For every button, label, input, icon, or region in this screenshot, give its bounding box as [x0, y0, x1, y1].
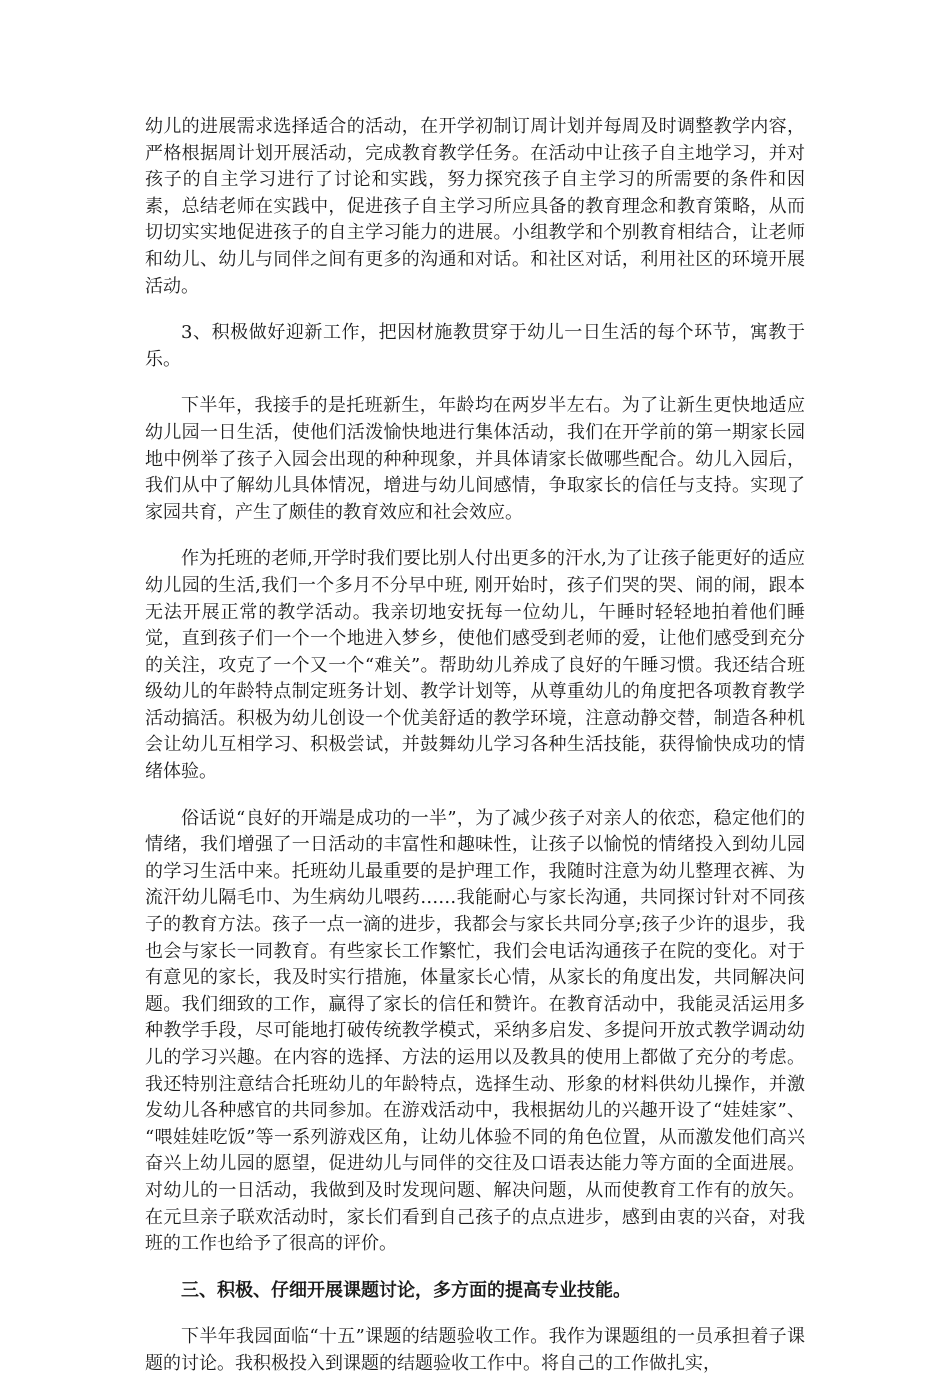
paragraph-good-start: 俗话说“良好的开端是成功的一半”，为了减少孩子对亲人的依恋，稳定他们的情绪，我们增强了一日活动的丰富性和趣味性，让孩子以愉悦的情绪投入到幼儿园的学习生活中来。托班幼儿最重要的是护理工作，我随时注意为幼儿整理衣裤、为流汗幼儿隔毛巾、为生病幼儿喂药……我能耐心与家长沟通，共同探讨针对不同孩子的教育方法。孩子一点一滴的进步，我都会与家长共同分享;孩子少许的退步，我也会与家长一同教育。有些家长工作繁忙，我们会电话沟通孩子在院的变化。对于有意见的家长，我及时实行措施，体量家长心情，从家长的角度出发，共同解决问题。我们细致的工作，赢得了家长的信任和赞许。在教育活动中，我能灵活运用多种教学手段，尽可能地打破传统教学模式，采纳多启发、多提问开放式教学调动幼儿的学习兴趣。在内容的选择、方法的运用以及教具的使用上都做了充分的考虑。我还特别注意结合托班幼儿的年龄特点，选择生动、形象的材料供幼儿操作，并激发幼儿各种感官的共同参加。在游戏活动中，我根据幼儿的兴趣开设了“娃娃家”、 “喂娃娃吃饭”等一系列游戏区角，让幼儿体验不同的角色位置，从而激发他们高兴奋兴上幼儿园的愿望，促进幼儿与同伴的交往及口语表达能力等方面的全面进展。对幼儿的一日活动，我做到及时发现问题、解决问题，从而使教育工作有的放矢。在元旦亲子联欢活动时，家长们看到自己孩子的点点进步，感到由衷的兴奋，对我班的工作也给予了很高的评价。 — [145, 807, 805, 1255]
document-body — [145, 114, 805, 1398]
paragraph-item-3-welcome-work: 3、积极做好迎新工作，把因材施教贯穿于幼儿一日生活的每个环节，寓教于乐。 — [145, 322, 805, 370]
paragraph-new-toddlers: 下半年，我接手的是托班新生，年龄均在两岁半左右。为了让新生更快地适应幼儿园一日生活，使他们活泼愉快地进行集体活动，我们在开学前的第一期家长园地中例举了孩子入园会出现的种种现象，并具体请家长做哪些配合。幼儿入园后，我们从中了解幼儿具体情况，增进与幼儿间感情，争取家长的信任与支持。实现了家园共育，产生了颇佳的教育效应和社会效应。 — [145, 395, 805, 523]
section-heading-research: 三、积极、仔细开展课题讨论，多方面的提高专业技能。 — [181, 1279, 631, 1301]
paragraph-research-project: 下半年我园面临“十五”课题的结题验收工作。我作为课题组的一员承担着子课题的讨论。我积极投入到课题的结题验收工作中。将自己的工作做扎实， — [145, 1326, 805, 1374]
paragraph-toddler-teacher: 作为托班的老师,开学时我们要比别人付出更多的汗水,为了让孩子能更好的适应幼儿园的生活,我们一个多月不分早中班, 刚开始时，孩子们哭的哭、闹的闹，跟本无法开展正常的教学活动。我亲切地安抚每一位幼儿，午睡时轻轻地拍着他们睡觉，直到孩子们一个一个地进入梦乡，使他们感受到老师的爱，让他们感受到充分的关注，攻克了一个又一个“难关”。帮助幼儿养成了良好的午睡习惯。我还结合班级幼儿的年龄特点制定班务计划、教学计划等，从尊重幼儿的角度把各项教育教学活动搞活。积极为幼儿创设一个优美舒适的教学环境，注意动静交替，制造各种机会让幼儿互相学习、积极尝试，并鼓舞幼儿学习各种生活技能，获得愉快成功的情绪体验。 — [145, 548, 805, 783]
paragraph-intro-activities: 幼儿的进展需求选择适合的活动，在开学初制订周计划并每周及时调整教学内容，严格根据周计划开展活动，完成教育教学任务。在活动中让孩子自主地学习，并对孩子的自主学习进行了讨论和实践，努力探究孩子自主学习的所需要的条件和因素，总结老师在实践中，促进孩子自主学习所应具备的教育理念和教育策略，从而切切实实地促进孩子的自主学习能力的进展。小组教学和个别教育相结合，让老师和幼儿、幼儿与同伴之间有更多的沟通和对话。和社区对话，利用社区的环境开展活动。 — [145, 116, 805, 297]
